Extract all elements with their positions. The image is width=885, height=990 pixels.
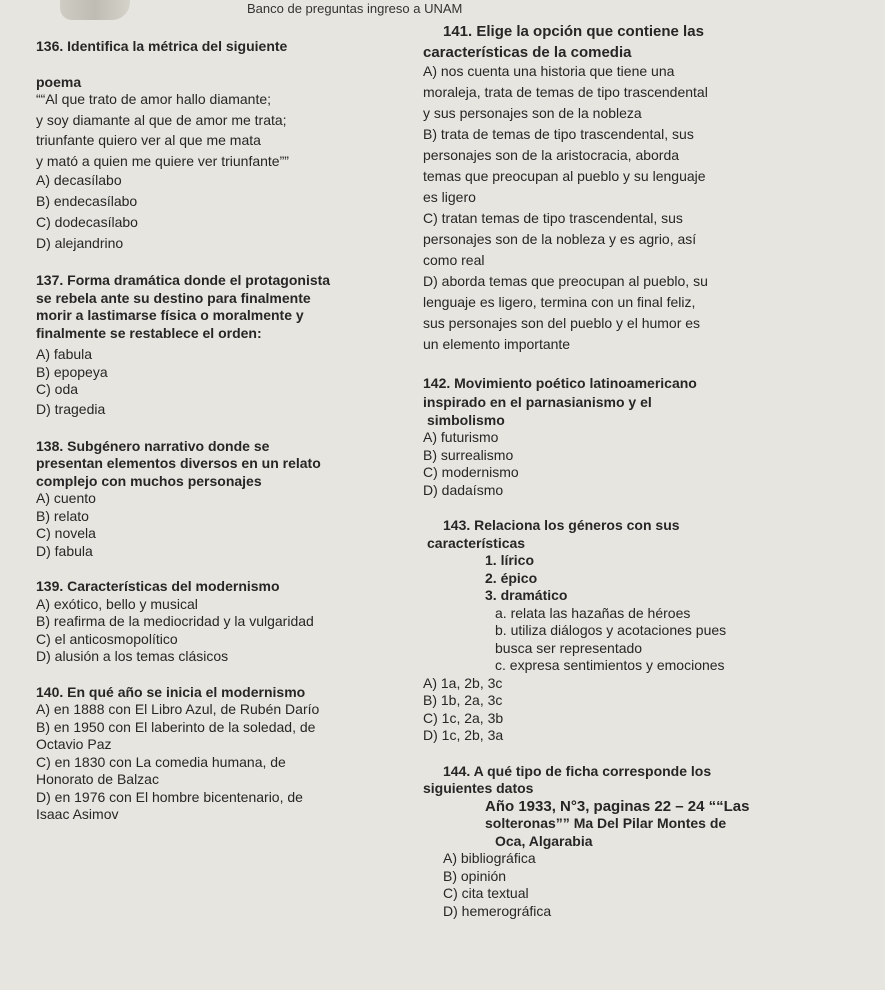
option: Honorato de Balzac bbox=[36, 771, 159, 787]
option: D) en 1976 con El hombre bicentenario, de bbox=[36, 788, 303, 805]
option: B) endecasílabo bbox=[36, 193, 138, 209]
question-title: 144. A qué tipo de ficha corresponde los bbox=[443, 762, 712, 779]
data-line: solteronas”” Ma Del Pilar Montes de bbox=[485, 815, 727, 831]
question-title: complejo con muchos personajes bbox=[36, 472, 262, 489]
question-title: simbolismo bbox=[427, 411, 505, 428]
decorative-image bbox=[60, 0, 130, 20]
question-title: características bbox=[427, 534, 526, 551]
question-144 bbox=[423, 763, 873, 921]
option: y sus personajes son de la nobleza bbox=[423, 105, 642, 121]
option: B) en 1950 con El laberinto de la soledad, de bbox=[36, 718, 316, 735]
option: temas que preocupan al pueblo y su lenguaje bbox=[423, 168, 706, 184]
verse-line: ““Al que trato de amor hallo diamante; bbox=[36, 91, 272, 107]
question-title: 136. Identifica la métrica del siguiente bbox=[36, 38, 288, 54]
question-142 bbox=[423, 373, 873, 499]
option: como real bbox=[423, 252, 485, 268]
option: C) el anticosmopolítico bbox=[36, 630, 178, 647]
question-title: 141. Elige la opción que contiene las bbox=[443, 23, 704, 40]
option: es ligero bbox=[423, 189, 476, 205]
question-138 bbox=[36, 438, 441, 561]
question-143 bbox=[423, 517, 873, 745]
question-title: finalmente se restablece el orden: bbox=[36, 324, 262, 341]
genre-item: 2. épico bbox=[485, 569, 538, 586]
question-title: poema bbox=[36, 73, 82, 90]
genre-item: 1. lírico bbox=[485, 552, 535, 568]
option: personajes son de la nobleza y es agrio, así bbox=[423, 231, 697, 247]
option: A) bibliográfica bbox=[443, 850, 536, 866]
option: A) nos cuenta una historia que tiene una bbox=[423, 63, 675, 79]
option: Octavio Paz bbox=[36, 736, 112, 752]
option: B) opinión bbox=[443, 867, 507, 884]
option: A) fabula bbox=[36, 346, 93, 362]
option: D) aborda temas que preocupan al pueblo, su bbox=[423, 273, 708, 289]
option: B) trata de temas de tipo trascendental, sus bbox=[423, 126, 694, 142]
option: moraleja, trata de temas de tipo trascendental bbox=[423, 84, 708, 100]
question-141 bbox=[423, 23, 873, 355]
option: C) cita textual bbox=[443, 885, 529, 901]
option: B) epopeya bbox=[36, 363, 108, 380]
right-column bbox=[423, 23, 873, 920]
question-139 bbox=[36, 578, 441, 666]
question-title: 138. Subgénero narrativo donde se bbox=[36, 437, 270, 454]
option: D) alusión a los temas clásicos bbox=[36, 648, 229, 664]
option: personajes son de la aristocracia, aborda bbox=[423, 147, 680, 163]
option: B) 1b, 2a, 3c bbox=[423, 692, 503, 708]
question-title: inspirado en el parnasianismo y el bbox=[423, 394, 652, 410]
characteristic-item: c. expresa sentimientos y emociones bbox=[495, 657, 725, 673]
option: lenguaje es ligero, termina con un final feliz, bbox=[423, 294, 696, 310]
question-title: 139. Características del modernismo bbox=[36, 578, 280, 594]
option: A) en 1888 con El Libro Azul, de Rubén Darío bbox=[36, 701, 320, 717]
characteristic-item: b. utiliza diálogos y acotaciones pues bbox=[495, 622, 727, 638]
option: un elemento importante bbox=[423, 336, 571, 352]
characteristic-item: busca ser representado bbox=[495, 639, 643, 656]
option: D) 1c, 2b, 3a bbox=[423, 727, 504, 743]
option: D) hemerográfica bbox=[443, 902, 552, 919]
question-title: características de la comedia bbox=[423, 43, 632, 61]
option: A) decasílabo bbox=[36, 172, 122, 188]
option: B) reafirma de la mediocridad y la vulgaridad bbox=[36, 613, 314, 629]
characteristic-item: a. relata las hazañas de héroes bbox=[495, 604, 691, 621]
question-title: 137. Forma dramática donde el protagonista bbox=[36, 272, 331, 288]
question-title: presentan elementos diversos en un relato bbox=[36, 455, 321, 471]
option: B) relato bbox=[36, 507, 89, 524]
option: C) dodecasílabo bbox=[36, 214, 138, 230]
option: B) surrealismo bbox=[423, 446, 514, 463]
option: C) oda bbox=[36, 381, 79, 397]
option: D) fabula bbox=[36, 542, 93, 559]
verse-line: triunfante quiero ver al que me mata bbox=[36, 132, 261, 148]
option: C) en 1830 con La comedia humana, de bbox=[36, 753, 286, 770]
left-column bbox=[36, 38, 441, 824]
data-line: Oca, Algarabia bbox=[495, 832, 593, 849]
option: C) novela bbox=[36, 525, 96, 541]
option: Isaac Asimov bbox=[36, 806, 119, 822]
question-140 bbox=[36, 684, 441, 824]
option: D) tragedia bbox=[36, 400, 106, 417]
option: C) modernismo bbox=[423, 464, 519, 480]
page-header: Banco de preguntas ingreso a UNAM bbox=[247, 1, 463, 16]
option: D) dadaísmo bbox=[423, 481, 504, 498]
option: A) cuento bbox=[36, 490, 96, 506]
question-title: 142. Movimiento poético latinoamericano bbox=[423, 375, 697, 391]
option: A) futurismo bbox=[423, 429, 499, 445]
question-title: siguientes datos bbox=[423, 780, 534, 796]
option: C) 1c, 2a, 3b bbox=[423, 709, 504, 726]
data-line: Año 1933, N°3, paginas 22 – 24 ““Las bbox=[485, 797, 750, 815]
verse-line: y soy diamante al que de amor me trata; bbox=[36, 111, 287, 128]
question-title: 143. Relaciona los géneros con sus bbox=[443, 517, 680, 533]
option: A) exótico, bello y musical bbox=[36, 595, 198, 612]
option: A) 1a, 2b, 3c bbox=[423, 674, 503, 691]
genre-item: 3. dramático bbox=[485, 587, 568, 603]
verse-line: y mató a quien me quiere ver triunfante”” bbox=[36, 152, 289, 169]
question-136 bbox=[36, 38, 441, 254]
question-137 bbox=[36, 272, 441, 420]
option: C) tratan temas de tipo trascendental, sus bbox=[423, 210, 683, 226]
question-title: se rebela ante su destino para finalmente bbox=[36, 289, 311, 306]
question-title: 140. En qué año se inicia el modernismo bbox=[36, 683, 306, 700]
option: sus personajes son del pueblo y el humor es bbox=[423, 315, 701, 331]
option: D) alejandrino bbox=[36, 235, 124, 251]
question-title: morir a lastimarse física o moralmente y bbox=[36, 307, 304, 323]
